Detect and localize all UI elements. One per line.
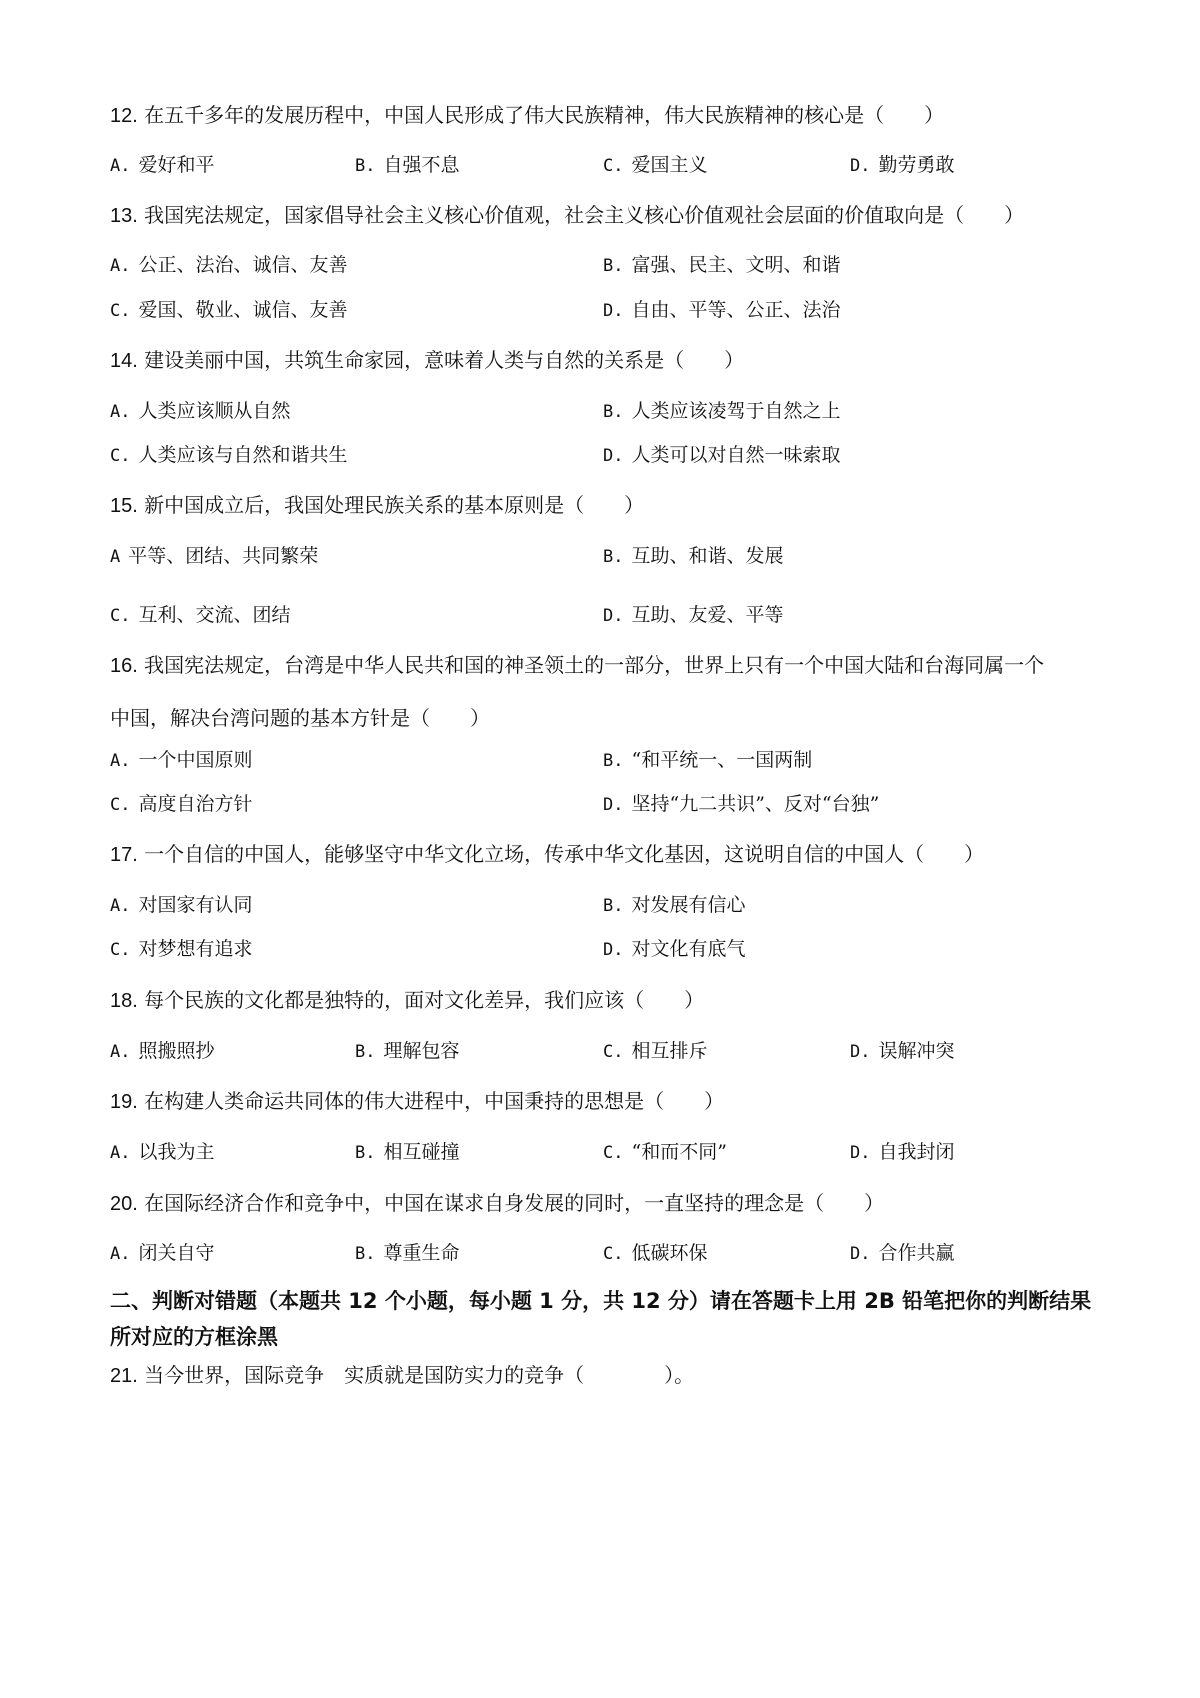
q15-option-c: C. 互利、交流、团结 (110, 604, 291, 626)
question-13: 13. 我国宪法规定，国家倡导社会主义核心价值观，社会主义核心价值观社会层面的价值取向是（ ） (110, 203, 1025, 227)
q14-option-a: A. 人类应该顺从自然 (110, 400, 291, 422)
question-12: 12. 在五千多年的发展历程中，中国人民形成了伟大民族精神，伟大民族精神的核心是（ ） (110, 103, 945, 127)
q16-option-b: B. “和平统一、一国两制 (603, 749, 813, 771)
q16-option-c: C. 高度自治方针 (110, 793, 253, 815)
q14-option-c: C. 人类应该与自然和谐共生 (110, 444, 348, 466)
question-18: 18. 每个民族的文化都是独特的，面对文化差异，我们应该（ ） (110, 988, 705, 1012)
q17-option-b: B. 对发展有信心 (603, 894, 746, 916)
question-16-cont: 中国，解决台湾问题的基本方针是（ ） (110, 706, 490, 730)
question-14: 14. 建设美丽中国，共筑生命家园，意味着人类与自然的关系是（ ） (110, 348, 745, 372)
q15-option-d: D. 互助、友爱、平等 (603, 604, 784, 626)
q14-option-b: B. 人类应该凌驾于自然之上 (603, 400, 841, 422)
q17-option-d: D. 对文化有底气 (603, 938, 746, 960)
q12-option-c: C. 爱国主义 (603, 154, 708, 176)
question-16: 16. 我国宪法规定，台湾是中华人民共和国的神圣领土的一部分，世界上只有一个中国大陆和台海同属一个 (110, 653, 1045, 677)
q19-option-a: A. 以我为主 (110, 1141, 215, 1163)
question-15: 15. 新中国成立后，我国处理民族关系的基本原则是（ ） (110, 493, 645, 517)
q12-option-b: B. 自强不息 (355, 154, 460, 176)
q20-option-c: C. 低碳环保 (603, 1242, 708, 1264)
q14-option-d: D. 人类可以对自然一味索取 (603, 444, 841, 466)
q15-option-a: A 平等、团结、共同繁荣 (110, 545, 319, 567)
q20-option-a: A. 闭关自守 (110, 1242, 215, 1264)
question-19: 19. 在构建人类命运共同体的伟大进程中，中国秉持的思想是（ ） (110, 1089, 725, 1113)
q16-option-a: A. 一个中国原则 (110, 749, 253, 771)
q13-option-b: B. 富强、民主、文明、和谐 (603, 254, 841, 276)
q19-option-b: B. 相互碰撞 (355, 1141, 460, 1163)
q15-option-b: B. 互助、和谐、发展 (603, 545, 784, 567)
q17-option-c: C. 对梦想有追求 (110, 938, 253, 960)
q18-option-c: C. 相互排斥 (603, 1040, 708, 1062)
q20-option-d: D. 合作共赢 (850, 1242, 955, 1264)
q16-option-d: D. 坚持“九二共识”、反对“台独” (603, 793, 880, 815)
section-heading: 二、判断对错题（本题共 12 个小题，每小题 1 分，共 12 分）请在答题卡上用 2B 铅笔把你的判断结果所对应的方框涂黑 (110, 1289, 1092, 1349)
question-20: 20. 在国际经济合作和竞争中，中国在谋求自身发展的同时，一直坚持的理念是（ ） (110, 1191, 885, 1215)
q19-option-d: D. 自我封闭 (850, 1141, 955, 1163)
q13-option-a: A. 公正、法治、诚信、友善 (110, 254, 348, 276)
q13-option-c: C. 爱国、敬业、诚信、友善 (110, 299, 348, 321)
q13-option-d: D. 自由、平等、公正、法治 (603, 299, 841, 321)
q17-option-a: A. 对国家有认同 (110, 894, 253, 916)
q19-option-c: C. “和而不同” (603, 1141, 727, 1163)
question-17: 17. 一个自信的中国人，能够坚守中华文化立场，传承中华文化基因，这说明自信的中国人（ ） (110, 842, 985, 866)
question-21: 21. 当今世界，国际竞争 实质就是国防实力的竞争（ ）。 (110, 1363, 695, 1387)
q18-option-a: A. 照搬照抄 (110, 1040, 215, 1062)
q12-option-d: D. 勤劳勇敢 (850, 154, 955, 176)
q18-option-d: D. 误解冲突 (850, 1040, 955, 1062)
q18-option-b: B. 理解包容 (355, 1040, 460, 1062)
q12-option-a: A. 爱好和平 (110, 154, 215, 176)
q20-option-b: B. 尊重生命 (355, 1242, 460, 1264)
